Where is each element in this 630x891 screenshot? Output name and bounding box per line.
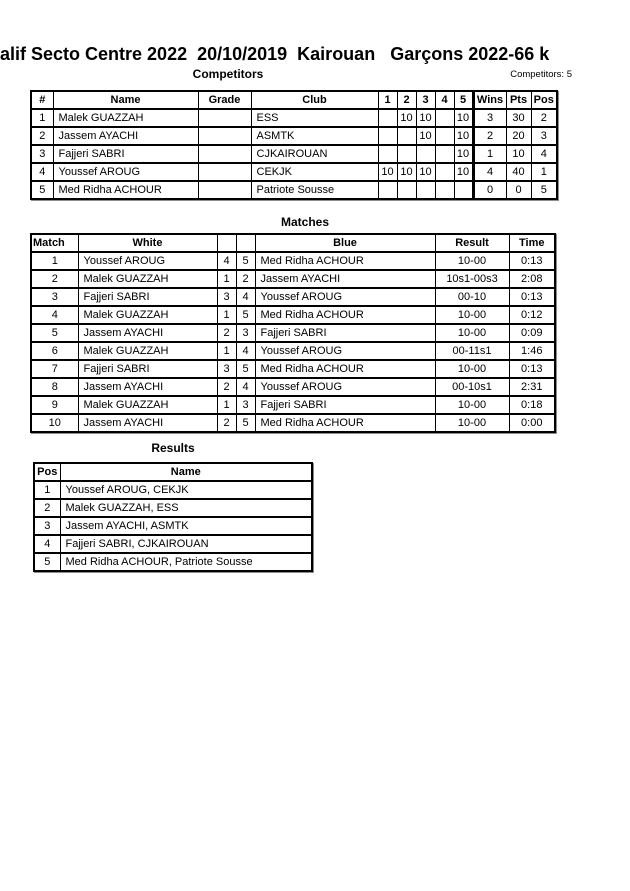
result-name-cell: Malek GUAZZAH, ESS: [60, 499, 312, 517]
white-name-cell: Jassem AYACHI: [78, 378, 217, 396]
blue-number-header: [236, 234, 255, 252]
result-pos-cell: 4: [34, 535, 60, 553]
header-blue: Blue: [255, 234, 435, 252]
header-club: Club: [251, 91, 378, 109]
blue-number-cell: 2: [236, 270, 255, 288]
blue-name-cell: Med Ridha ACHOUR: [255, 252, 435, 270]
pos-cell: 4: [531, 145, 557, 163]
competitors-heading: Competitors: [192, 67, 264, 81]
results-table: [33, 462, 313, 572]
white-number-cell: 1: [217, 342, 236, 360]
competitor-club-cell: ESS: [251, 109, 378, 127]
match-row: [31, 342, 555, 360]
result-row: [34, 535, 312, 553]
competitor-grade-cell: [198, 163, 251, 181]
competitor-club-cell: Patriote Sousse: [251, 181, 378, 199]
pos-cell: 3: [531, 127, 557, 145]
competitor-name-cell: Med Ridha ACHOUR: [53, 181, 198, 199]
competitor-grade-cell: [198, 127, 251, 145]
match-row: [31, 252, 555, 270]
match-number-cell: 4: [31, 306, 78, 324]
header-pos: Pos: [34, 463, 60, 481]
result-cell: 10-00: [435, 360, 509, 378]
white-number-cell: 3: [217, 288, 236, 306]
result-cell: 10-00: [435, 324, 509, 342]
header-number: #: [31, 91, 53, 109]
score-cell-4: [435, 145, 454, 163]
header-round-2: 2: [397, 91, 416, 109]
competitor-name-cell: Jassem AYACHI: [53, 127, 198, 145]
blue-number-cell: 5: [236, 252, 255, 270]
competitor-grade-cell: [198, 181, 251, 199]
competitor-row: [31, 145, 557, 163]
result-cell: 10-00: [435, 306, 509, 324]
wins-cell: 1: [473, 145, 506, 163]
white-number-cell: 2: [217, 378, 236, 396]
result-cell: 10s1-00s3: [435, 270, 509, 288]
pts-cell: 0: [506, 181, 531, 199]
competitor-name-cell: Malek GUAZZAH: [53, 109, 198, 127]
header-round-5: 5: [454, 91, 473, 109]
result-pos-cell: 3: [34, 517, 60, 535]
blue-number-cell: 5: [236, 414, 255, 432]
score-cell-5: 10: [454, 163, 473, 181]
header-name: Name: [53, 91, 198, 109]
result-row: [34, 481, 312, 499]
result-cell: 10-00: [435, 396, 509, 414]
match-number-cell: 2: [31, 270, 78, 288]
match-number-cell: 10: [31, 414, 78, 432]
score-cell-1: 10: [378, 163, 397, 181]
result-cell: 00-11s1: [435, 342, 509, 360]
match-number-cell: 7: [31, 360, 78, 378]
blue-name-cell: Fajjeri SABRI: [255, 324, 435, 342]
white-number-cell: 1: [217, 306, 236, 324]
header-time: Time: [509, 234, 555, 252]
result-cell: 00-10s1: [435, 378, 509, 396]
score-cell-5: 10: [454, 127, 473, 145]
competitor-number-cell: 1: [31, 109, 53, 127]
competitors-table: [30, 90, 558, 200]
competitor-row: [31, 109, 557, 127]
score-cell-1: [378, 181, 397, 199]
matches-header-row: [31, 234, 555, 252]
pos-cell: 5: [531, 181, 557, 199]
score-cell-2: 10: [397, 163, 416, 181]
header-round-4: 4: [435, 91, 454, 109]
matches-table: [30, 233, 556, 433]
pos-cell: 2: [531, 109, 557, 127]
match-number-cell: 3: [31, 288, 78, 306]
score-cell-2: [397, 145, 416, 163]
wins-cell: 3: [473, 109, 506, 127]
match-row: [31, 414, 555, 432]
score-cell-1: [378, 145, 397, 163]
score-cell-4: [435, 163, 454, 181]
header-match: Match: [31, 234, 78, 252]
competitor-row: [31, 163, 557, 181]
white-name-cell: Youssef AROUG: [78, 252, 217, 270]
score-cell-3: 10: [416, 127, 435, 145]
time-cell: 0:13: [509, 360, 555, 378]
white-number-cell: 2: [217, 324, 236, 342]
result-name-cell: Youssef AROUG, CEKJK: [60, 481, 312, 499]
blue-name-cell: Fajjeri SABRI: [255, 396, 435, 414]
score-cell-5: [454, 181, 473, 199]
match-row: [31, 306, 555, 324]
white-name-cell: Malek GUAZZAH: [78, 396, 217, 414]
wins-cell: 0: [473, 181, 506, 199]
score-cell-1: [378, 127, 397, 145]
competitor-row: [31, 181, 557, 199]
score-cell-3: [416, 145, 435, 163]
white-number-cell: 3: [217, 360, 236, 378]
blue-name-cell: Youssef AROUG: [255, 378, 435, 396]
matches-heading: Matches: [280, 215, 330, 229]
blue-number-cell: 3: [236, 324, 255, 342]
result-row: [34, 499, 312, 517]
competitor-number-cell: 3: [31, 145, 53, 163]
pos-cell: 1: [531, 163, 557, 181]
match-row: [31, 288, 555, 306]
header-round-3: 3: [416, 91, 435, 109]
competitor-grade-cell: [198, 145, 251, 163]
time-cell: 0:00: [509, 414, 555, 432]
result-row: [34, 553, 312, 571]
result-pos-cell: 5: [34, 553, 60, 571]
score-cell-5: 10: [454, 109, 473, 127]
blue-number-cell: 5: [236, 360, 255, 378]
result-name-cell: Fajjeri SABRI, CJKAIROUAN: [60, 535, 312, 553]
match-row: [31, 396, 555, 414]
score-cell-5: 10: [454, 145, 473, 163]
score-cell-4: [435, 181, 454, 199]
competitor-grade-cell: [198, 109, 251, 127]
white-number-cell: 4: [217, 252, 236, 270]
wins-cell: 2: [473, 127, 506, 145]
result-cell: 00-10: [435, 288, 509, 306]
time-cell: 0:13: [509, 252, 555, 270]
result-pos-cell: 2: [34, 499, 60, 517]
competitor-club-cell: CJKAIROUAN: [251, 145, 378, 163]
blue-name-cell: Med Ridha ACHOUR: [255, 306, 435, 324]
header-pos: Pos: [531, 91, 557, 109]
competitors-count: Competitors: 5: [510, 69, 572, 80]
blue-name-cell: Med Ridha ACHOUR: [255, 414, 435, 432]
competitor-number-cell: 5: [31, 181, 53, 199]
competitor-row: [31, 127, 557, 145]
competitors-header-row: [31, 91, 557, 109]
match-row: [31, 324, 555, 342]
match-number-cell: 8: [31, 378, 78, 396]
header-name: Name: [60, 463, 312, 481]
pts-cell: 30: [506, 109, 531, 127]
match-number-cell: 5: [31, 324, 78, 342]
time-cell: 0:18: [509, 396, 555, 414]
header-grade: Grade: [198, 91, 251, 109]
time-cell: 1:46: [509, 342, 555, 360]
match-number-cell: 9: [31, 396, 78, 414]
score-cell-2: [397, 127, 416, 145]
match-number-cell: 6: [31, 342, 78, 360]
blue-number-cell: 3: [236, 396, 255, 414]
result-pos-cell: 1: [34, 481, 60, 499]
white-name-cell: Malek GUAZZAH: [78, 342, 217, 360]
blue-name-cell: Med Ridha ACHOUR: [255, 360, 435, 378]
blue-number-cell: 4: [236, 342, 255, 360]
competitor-number-cell: 4: [31, 163, 53, 181]
competitor-number-cell: 2: [31, 127, 53, 145]
result-cell: 10-00: [435, 414, 509, 432]
match-number-cell: 1: [31, 252, 78, 270]
score-cell-4: [435, 109, 454, 127]
header-result: Result: [435, 234, 509, 252]
result-row: [34, 517, 312, 535]
blue-number-cell: 5: [236, 306, 255, 324]
score-cell-1: [378, 109, 397, 127]
competitor-name-cell: Fajjeri SABRI: [53, 145, 198, 163]
competitor-club-cell: ASMTK: [251, 127, 378, 145]
white-name-cell: Jassem AYACHI: [78, 324, 217, 342]
wins-cell: 4: [473, 163, 506, 181]
time-cell: 2:31: [509, 378, 555, 396]
match-row: [31, 270, 555, 288]
blue-name-cell: Jassem AYACHI: [255, 270, 435, 288]
pts-cell: 10: [506, 145, 531, 163]
results-heading: Results: [151, 441, 195, 455]
header-wins: Wins: [473, 91, 506, 109]
header-round-1: 1: [378, 91, 397, 109]
result-name-cell: Jassem AYACHI, ASMTK: [60, 517, 312, 535]
results-header-row: [34, 463, 312, 481]
score-cell-3: [416, 181, 435, 199]
match-row: [31, 378, 555, 396]
time-cell: 0:12: [509, 306, 555, 324]
competitor-name-cell: Youssef AROUG: [53, 163, 198, 181]
score-cell-2: [397, 181, 416, 199]
result-name-cell: Med Ridha ACHOUR, Patriote Sousse: [60, 553, 312, 571]
page-title: alif Secto Centre 2022 20/10/2019 Kairouan Garçons 2022-66 k: [0, 44, 550, 64]
pts-cell: 40: [506, 163, 531, 181]
white-number-header: [217, 234, 236, 252]
result-cell: 10-00: [435, 252, 509, 270]
white-name-cell: Malek GUAZZAH: [78, 306, 217, 324]
score-cell-3: 10: [416, 109, 435, 127]
time-cell: 0:13: [509, 288, 555, 306]
white-name-cell: Fajjeri SABRI: [78, 288, 217, 306]
pts-cell: 20: [506, 127, 531, 145]
blue-number-cell: 4: [236, 288, 255, 306]
blue-name-cell: Youssef AROUG: [255, 342, 435, 360]
white-name-cell: Malek GUAZZAH: [78, 270, 217, 288]
white-number-cell: 1: [217, 270, 236, 288]
blue-name-cell: Youssef AROUG: [255, 288, 435, 306]
match-row: [31, 360, 555, 378]
time-cell: 0:09: [509, 324, 555, 342]
white-number-cell: 2: [217, 414, 236, 432]
score-cell-4: [435, 127, 454, 145]
time-cell: 2:08: [509, 270, 555, 288]
score-cell-3: 10: [416, 163, 435, 181]
white-number-cell: 1: [217, 396, 236, 414]
header-pts: Pts: [506, 91, 531, 109]
white-name-cell: Jassem AYACHI: [78, 414, 217, 432]
header-white: White: [78, 234, 217, 252]
white-name-cell: Fajjeri SABRI: [78, 360, 217, 378]
competitor-club-cell: CEKJK: [251, 163, 378, 181]
blue-number-cell: 4: [236, 378, 255, 396]
score-cell-2: 10: [397, 109, 416, 127]
